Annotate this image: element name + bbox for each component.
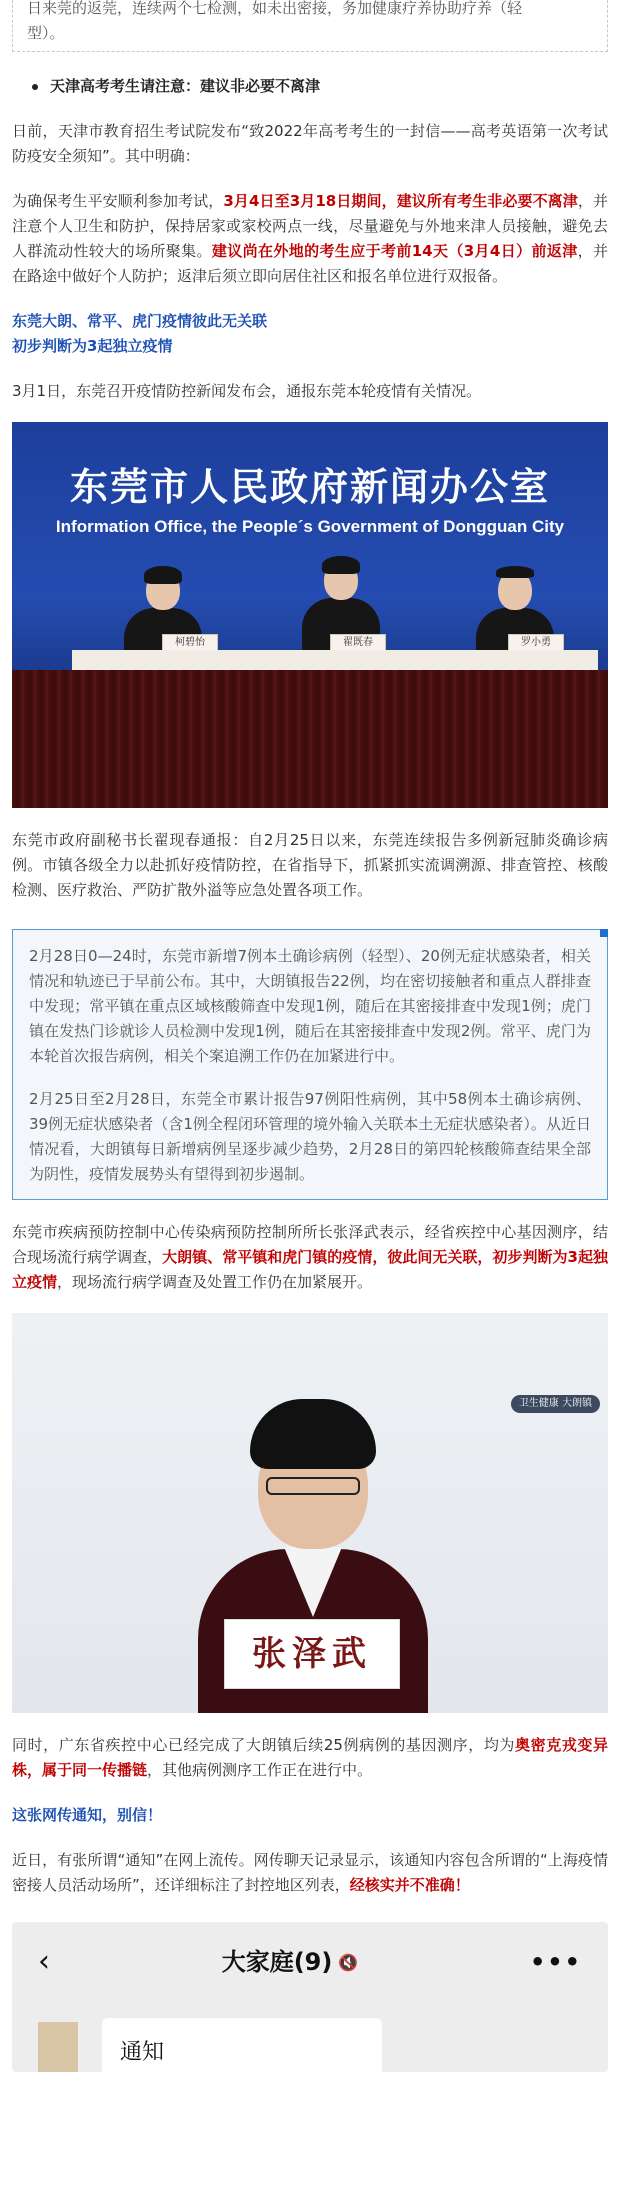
nameplate-center: 翟既春	[330, 634, 386, 652]
avatar	[38, 2022, 78, 2072]
dongguan-heading	[12, 309, 608, 359]
chat-title-text: 大家庭(9)	[221, 1947, 333, 1976]
tianjin-p2-text-e: ，并在路途中做好个人防护；返津后须立即向居住社区和报名单位进行双报备。	[12, 242, 608, 285]
nameplate-right: 罗小勇	[508, 634, 564, 652]
back-arrow-icon: ‹	[38, 1944, 50, 1979]
notice-text	[27, 0, 593, 46]
dongguan-heading-line-2: 初步判断为3起独立疫情	[12, 337, 173, 355]
rumor-heading: 这张网传通知，别信！	[12, 1806, 163, 1824]
rumor-text: 近日，有张所谓“通知”在网上流传。网传聊天记录显示，该通知内容包含所谓的“上海疫情密接人员活动场所”，还详细标注了封控地区列表，	[12, 1851, 608, 1894]
chat-screenshot	[12, 1922, 608, 2072]
conference-table	[72, 650, 598, 670]
quote-paragraph-2: 2月25日至2月28日，东莞全市累计报告97例阳性病例，其中58例本土确诊病例、39例无症状感染者（含1例全程闭环管理的境外输入关联本土无症状感染者）。从近日情况看，大朗镇每日新增病例呈逐步减少趋势，2月28日的第四轮核酸筛查结果全部为阴性，疫情发展势头有望得到初步遏制。	[29, 1090, 591, 1183]
dongguan-p3-emphasis: 大朗镇、常平镇和虎门镇的疫情，彼此间无关联，初步判断为3起独立疫情	[12, 1248, 608, 1291]
dongguan-heading-line-1: 东莞大朗、常平、虎门疫情彼此无关联	[12, 312, 268, 330]
previous-notice-box	[12, 0, 608, 52]
notice-line-2: 型）。	[27, 24, 65, 42]
dongguan-p3-text-c: ，现场流行病学调查及处置工作仍在加紧展开。	[57, 1273, 373, 1291]
dongguan-paragraph-1: 3月1日，东莞召开疫情防控新闻发布会，通报东莞本轮疫情有关情况。	[12, 382, 482, 400]
dongguan-p4-emphasis: 奥密克戎变异株，属于同一传播链	[12, 1736, 608, 1779]
rumor-paragraph	[12, 1848, 608, 1898]
dongguan-paragraph-3	[12, 1220, 608, 1295]
tianjin-p2-emphasis-2: 建议尚在外地的考生应于考前14天（3月4日）前返津	[211, 242, 578, 260]
tianjin-p2-text-c: ，并注意个人卫生和防护，保持居家或家校两点一线，尽量避免与外地来津人员接触，避免去人群流动性较大的场所聚集。	[12, 192, 608, 260]
video-tag: 卫生健康 大朗镇	[511, 1395, 600, 1413]
mute-icon: 🔇	[338, 1952, 359, 1972]
quote-paragraph-1: 2月28日0—24时，东莞市新增7例本土确诊病例（轻型）、20例无症状感染者，相关情况和轨迹已于早前公布。其中，大朗镇报告22例，均在密切接触者和重点人群排查中发现；常平镇在重点区域核酸筛查中发现1例，随后在其密接排查中发现1例；虎门镇在发热门诊就诊人员检测中发现1例，随后在其密接排查中发现2例。常平、虎门为本轮首次报告病例，相关个案追溯工作仍在加紧进行中。	[29, 947, 591, 1065]
more-options-icon: •••	[529, 1947, 582, 1976]
bullet-dot-icon	[32, 84, 38, 90]
tianjin-heading	[32, 74, 608, 99]
chat-title	[221, 1947, 359, 1976]
notice-line-1: 日来莞的返莞，连续两个七检测，如未出密接，务加健康疗养协助疗养（轻	[27, 0, 523, 17]
dongguan-paragraph-4	[12, 1733, 608, 1783]
chat-header	[12, 1922, 608, 2002]
tianjin-heading-text: 天津高考考生请注意：建议非必要不离津	[50, 77, 321, 95]
dongguan-paragraph-2: 东莞市政府副秘书长翟现春通报：自2月25日以来，东莞连续报告多例新冠肺炎确诊病例。市镇各级全力以赴抓好疫情防控，在省指导下，抓紧抓实流调溯源、排查管控、核酸检测、医疗救治、严防扩散外溢等应急处置各项工作。	[12, 831, 608, 899]
dongguan-p3-text-a: 东莞市疾病预防控制中心传染病预防控制所所长张泽武表示，经省疾控中心基因测序，结合现场流行病学调查，	[12, 1223, 608, 1266]
expert-name-sign: 张泽武	[224, 1619, 400, 1689]
case-report-quote	[12, 929, 608, 1200]
tianjin-p2-emphasis-1: 3月4日至3月18日期间，建议所有考生非必要不离津	[223, 192, 578, 210]
tianjin-paragraph-1: 日前，天津市教育招生考试院发布“致2022年高考考生的一封信——高考英语第一次考试防疫安全须知”。其中明确：	[12, 122, 608, 165]
expert-photo	[12, 1313, 608, 1713]
glasses-icon	[266, 1477, 360, 1495]
press-banner-english: Information Office, the People´s Government of Dongguan City	[55, 517, 565, 536]
tianjin-p2-text-a: 为确保考生平安顺利参加考试，	[12, 192, 224, 210]
press-conference-photo	[12, 422, 608, 808]
dongguan-p4-text-c: ，其他病例测序工作正在进行中。	[147, 1761, 373, 1779]
press-banner-chinese: 东莞市人民政府新闻办公室	[69, 465, 550, 509]
nameplate-left: 柯碧怡	[162, 634, 218, 652]
rumor-emphasis: 经核实并不准确！	[349, 1876, 470, 1894]
tianjin-paragraph-2	[12, 189, 608, 289]
table-curtain	[12, 670, 608, 808]
chat-bubble: 通知	[102, 2018, 382, 2072]
dongguan-p4-text-a: 同时，广东省疾控中心已经完成了大朗镇后续25例病例的基因测序，均为	[12, 1736, 516, 1754]
